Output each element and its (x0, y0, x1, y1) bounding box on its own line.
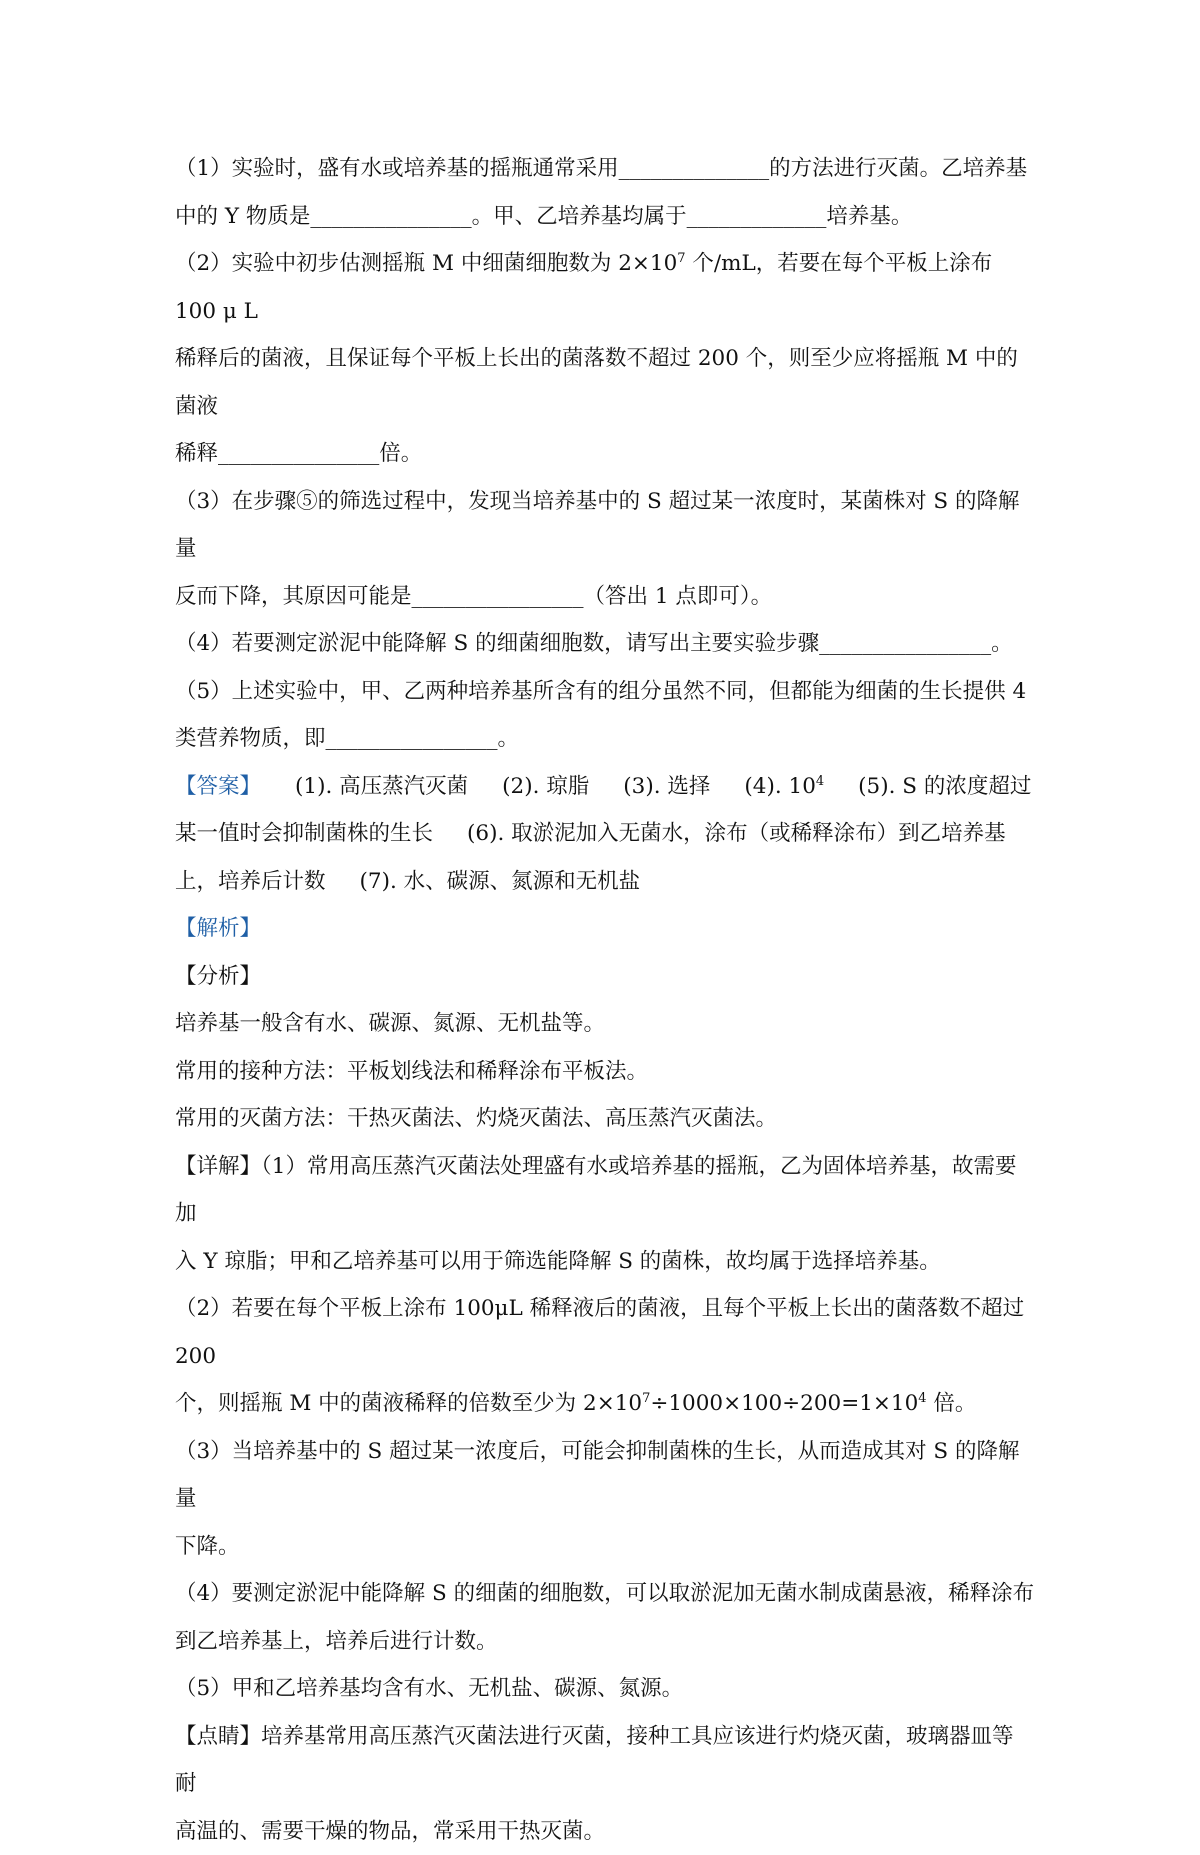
question-5-line-2: 类营养物质，即________________。 (175, 715, 1035, 763)
answer-5-part-1: (5). S 的浓度超过 (858, 774, 1031, 799)
detail-5-line-1: （5）甲和乙培养基均含有水、无机盐、碳源、氮源。 (175, 1665, 1035, 1713)
question-2-exponent: 7 (677, 251, 685, 266)
answer-4 (744, 774, 824, 799)
question-5-line-1: （5）上述实验中，甲、乙两种培养基所含有的组分虽然不同，但都能为细菌的生长提供 4 (175, 668, 1035, 716)
question-3-line-2: 反而下降，其原因可能是________________（答出 1 点即可）。 (175, 573, 1035, 621)
detail-1-line-1 (175, 1143, 1035, 1238)
detail-2-exponent-1: 7 (642, 1391, 650, 1406)
detail-2-exponent-2: 4 (918, 1391, 926, 1406)
question-2-text-b: 个/mL，若要在每个平板上涂布 100 μ L (175, 251, 992, 324)
detail-1-line-2: 入 Y 琼脂；甲和乙培养基可以用于筛选能降解 S 的菌株，故均属于选择培养基。 (175, 1238, 1035, 1286)
question-2-line-2: 稀释后的菌液，且保证每个平板上长出的菌落数不超过 200 个，则至少应将摇瓶 M 中的菌液 (175, 335, 1035, 430)
detail-4-line-2: 到乙培养基上，培养后进行计数。 (175, 1618, 1035, 1666)
question-2-text-a: （2）实验中初步估测摇瓶 M 中细菌细胞数为 2×10 (175, 251, 677, 276)
answer-line-1 (175, 763, 1035, 811)
answer-5-part-2: 某一值时会抑制菌株的生长 (175, 821, 433, 846)
answer-6-part-1: (6). 取淤泥加入无菌水，涂布（或稀释涂布）到乙培养基 (467, 821, 1006, 846)
detail-4-line-1: （4）要测定淤泥中能降解 S 的细菌的细胞数，可以取淤泥加无菌水制成菌悬液，稀释涂布 (175, 1570, 1035, 1618)
detail-2-text-c: 倍。 (927, 1391, 977, 1416)
answer-1: (1). 高压蒸汽灭菌 (295, 774, 468, 799)
tip-line-2: 高温的、需要干燥的物品，常采用干热灭菌。 (175, 1808, 1035, 1855)
detail-2-line-2 (175, 1380, 1035, 1428)
detail-3-line-1: （3）当培养基中的 S 超过某一浓度后，可能会抑制菌株的生长，从而造成其对 S 的降解量 (175, 1428, 1035, 1523)
answer-4-base: (4). 10 (744, 774, 815, 799)
detail-2-line-1: （2）若要在每个平板上涂布 100μL 稀释液后的菌液，且每个平板上长出的菌落数不超过 200 (175, 1285, 1035, 1380)
fenxi-line-3: 常用的灭菌方法：干热灭菌法、灼烧灭菌法、高压蒸汽灭菌法。 (175, 1095, 1035, 1143)
answer-2: (2). 琼脂 (502, 774, 589, 799)
fenxi-line-2: 常用的接种方法：平板划线法和稀释涂布平板法。 (175, 1048, 1035, 1096)
answer-3: (3). 选择 (623, 774, 710, 799)
question-4-line-1: （4）若要测定淤泥中能降解 S 的细菌细胞数，请写出主要实验步骤________________。 (175, 620, 1035, 668)
answer-4-exponent: 4 (816, 773, 824, 788)
answer-6-part-2: 上，培养后计数 (175, 869, 326, 894)
question-1-line-1: （1）实验时，盛有水或培养基的摇瓶通常采用______________的方法进行灭菌。乙培养基 (175, 145, 1035, 193)
analysis-label: 【解析】 (175, 905, 1035, 953)
tip-line-1 (175, 1713, 1035, 1808)
detail-3-line-2: 下降。 (175, 1523, 1035, 1571)
detail-label: 【详解】 (175, 1154, 261, 1179)
tip-label: 【点睛】 (175, 1724, 261, 1749)
answer-line-2 (175, 810, 1035, 858)
answer-line-3 (175, 858, 1035, 906)
fenxi-label: 【分析】 (175, 953, 1035, 1001)
answer-label: 【答案】 (175, 774, 261, 799)
detail-2-text-b: ÷1000×100÷200=1×10 (650, 1391, 918, 1416)
detail-2-text-a: 个，则摇瓶 M 中的菌液稀释的倍数至少为 2×10 (175, 1391, 642, 1416)
answer-7: (7). 水、碳源、氮源和无机盐 (360, 869, 641, 894)
fenxi-line-1: 培养基一般含有水、碳源、氮源、无机盐等。 (175, 1000, 1035, 1048)
document-body (175, 145, 1035, 1855)
question-3-line-1: （3）在步骤⑤的筛选过程中，发现当培养基中的 S 超过某一浓度时，某菌株对 S 的降解量 (175, 478, 1035, 573)
question-1-line-2: 中的 Y 物质是_______________。甲、乙培养基均属于_____________培养基。 (175, 193, 1035, 241)
question-2-line-3: 稀释_______________倍。 (175, 430, 1035, 478)
question-2-line-1 (175, 240, 1035, 335)
detail-1-text: （1）常用高压蒸汽灭菌法处理盛有水或培养基的摇瓶，乙为固体培养基，故需要加 (175, 1154, 1016, 1227)
tip-text: 培养基常用高压蒸汽灭菌法进行灭菌，接种工具应该进行灼烧灭菌，玻璃器皿等耐 (175, 1724, 1014, 1797)
